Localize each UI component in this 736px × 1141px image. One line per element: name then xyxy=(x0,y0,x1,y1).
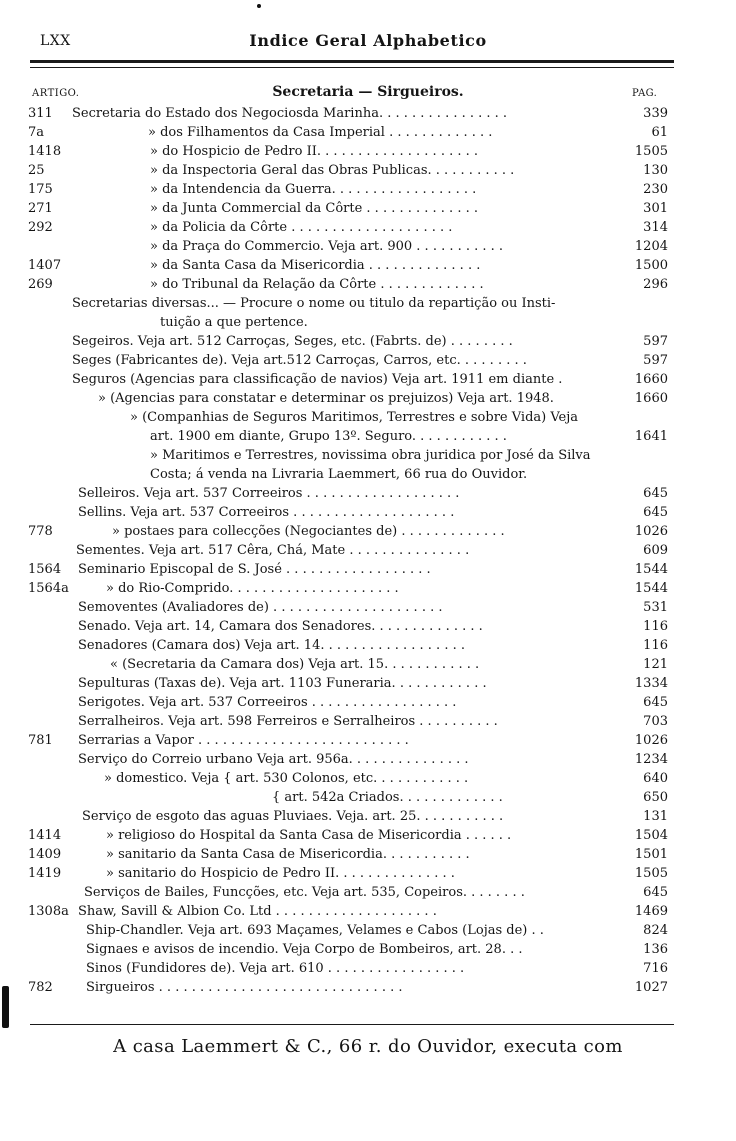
index-entries xyxy=(0,104,736,997)
entry-text: Seminario Episcopal de S. José . . . . . . . . . . . . . . . . . . xyxy=(78,562,431,577)
entry-text: Serigotes. Veja art. 537 Correeiros . . . . . . . . . . . . . . . . . . xyxy=(78,695,457,710)
entry-page: 645 xyxy=(643,695,668,710)
entry-page: 609 xyxy=(643,543,668,558)
entry-text: Sellins. Veja art. 537 Correeiros . . . . . . . . . . . . . . . . . . . . xyxy=(78,505,455,520)
entry-page: 645 xyxy=(643,885,668,900)
entry-text: » Maritimos e Terrestres, novissima obra juridica por José da Silva xyxy=(150,448,591,463)
entry-article: 782 xyxy=(28,980,53,995)
entry-page: 640 xyxy=(643,771,668,786)
entry-text: Senadores (Camara dos) Veja art. 14. . . . . . . . . . . . . . . . . . xyxy=(78,638,465,653)
index-entry xyxy=(0,294,736,313)
entry-text: Sirgueiros . . . . . . . . . . . . . . . . . . . . . . . . . . . . . . xyxy=(86,980,403,995)
entry-article: 1414 xyxy=(28,828,62,843)
entry-text: » do Rio-Comprido. . . . . . . . . . . . . . . . . . . . . xyxy=(106,581,399,596)
entry-page: 1641 xyxy=(634,429,668,444)
entry-article: 7a xyxy=(28,125,45,140)
entry-text: Seguros (Agencias para classificação de navios) Veja art. 1911 em diante . xyxy=(72,372,563,387)
entry-page: 1544 xyxy=(634,581,668,596)
entry-page: 824 xyxy=(643,923,668,938)
index-entry xyxy=(0,161,736,180)
entry-page: 339 xyxy=(643,106,668,121)
entry-text: » da Intendencia da Guerra. . . . . . . . . . . . . . . . . . xyxy=(150,182,477,197)
index-entry xyxy=(0,522,736,541)
entry-text: Secretaria do Estado dos Negociosda Marinha. . . . . . . . . . . . . . . . xyxy=(72,106,508,121)
entry-article: 269 xyxy=(28,277,53,292)
entry-article: 1564 xyxy=(28,562,62,577)
entry-page: 703 xyxy=(643,714,668,729)
entry-text: « (Secretaria da Camara dos) Veja art. 15. . . . . . . . . . . . xyxy=(110,657,480,672)
entry-text: » da Santa Casa da Misericordia . . . . . . . . . . . . . . xyxy=(150,258,481,273)
entry-page: 1504 xyxy=(634,828,668,843)
index-entry xyxy=(0,313,736,332)
entry-page: 136 xyxy=(643,942,668,957)
entry-text: Signaes e avisos de incendio. Veja Corpo de Bombeiros, art. 28. . . xyxy=(86,942,523,957)
entry-page: 61 xyxy=(651,125,668,140)
entry-page: 121 xyxy=(643,657,668,672)
entry-text: Sementes. Veja art. 517 Cêra, Chá, Mate . . . . . . . . . . . . . . . xyxy=(76,543,470,558)
entry-text: » sanitario do Hospicio de Pedro II. . . . . . . . . . . . . . . xyxy=(106,866,455,881)
entry-page: 230 xyxy=(643,182,668,197)
index-entry xyxy=(0,655,736,674)
entry-page: 1501 xyxy=(634,847,668,862)
entry-page: 116 xyxy=(643,619,668,634)
index-entry xyxy=(0,731,736,750)
index-entry xyxy=(0,921,736,940)
entry-text: Ship-Chandler. Veja art. 693 Maçames, Velames e Cabos (Lojas de) . . xyxy=(86,923,544,938)
entry-article: 25 xyxy=(28,163,45,178)
entry-page: 1204 xyxy=(634,239,668,254)
entry-article: 1419 xyxy=(28,866,62,881)
entry-page: 1660 xyxy=(634,372,668,387)
entry-text: » do Hospicio de Pedro II. . . . . . . . . . . . . . . . . . . . xyxy=(150,144,479,159)
entry-page: 1027 xyxy=(634,980,668,995)
index-entry xyxy=(0,750,736,769)
entry-text: » religioso do Hospital da Santa Casa de Misericordia . . . . . . xyxy=(106,828,512,843)
footer-advert: A casa Laemmert & C., 66 r. do Ouvidor, executa com xyxy=(113,1036,623,1057)
entry-text: Segeiros. Veja art. 512 Carroças, Seges, etc. (Fabrts. de) . . . . . . . . xyxy=(72,334,513,349)
entry-page: 1660 xyxy=(634,391,668,406)
entry-text: » da Junta Commercial da Côrte . . . . . . . . . . . . . . xyxy=(150,201,478,216)
entry-page: 296 xyxy=(643,277,668,292)
index-entry xyxy=(0,826,736,845)
index-entry xyxy=(0,484,736,503)
entry-text: » da Policia da Côrte . . . . . . . . . . . . . . . . . . . . xyxy=(150,220,453,235)
entry-text: » dos Filhamentos da Casa Imperial . . . . . . . . . . . . . xyxy=(148,125,493,140)
entry-page: 1500 xyxy=(634,258,668,273)
entry-page: 1469 xyxy=(634,904,668,919)
entry-article: 175 xyxy=(28,182,53,197)
entry-article: 781 xyxy=(28,733,53,748)
index-entry xyxy=(0,636,736,655)
index-entry xyxy=(0,446,736,465)
entry-text: Serviço do Correio urbano Veja art. 956a. . . . . . . . . . . . . . . xyxy=(78,752,469,767)
entry-article: 1409 xyxy=(28,847,62,862)
index-entry xyxy=(0,845,736,864)
index-entry xyxy=(0,275,736,294)
index-entry xyxy=(0,598,736,617)
entry-page: 1026 xyxy=(634,524,668,539)
index-entry xyxy=(0,959,736,978)
entry-article: 1407 xyxy=(28,258,62,273)
entry-text: Serviços de Bailes, Funcções, etc. Veja art. 535, Copeiros. . . . . . . . xyxy=(84,885,525,900)
index-entry xyxy=(0,864,736,883)
entry-page: 716 xyxy=(643,961,668,976)
entry-page: 130 xyxy=(643,163,668,178)
index-entry xyxy=(0,712,736,731)
index-entry xyxy=(0,256,736,275)
index-entry xyxy=(0,560,736,579)
entry-page: 1026 xyxy=(634,733,668,748)
entry-text: Serralheiros. Veja art. 598 Ferreiros e Serralheiros . . . . . . . . . . xyxy=(78,714,498,729)
entry-page: 314 xyxy=(643,220,668,235)
entry-text: Sepulturas (Taxas de). Veja art. 1103 Funeraria. . . . . . . . . . . . xyxy=(78,676,487,691)
entry-text: Sinos (Fundidores de). Veja art. 610 . . . . . . . . . . . . . . . . . xyxy=(86,961,465,976)
entry-text: Serrarias a Vapor . . . . . . . . . . . . . . . . . . . . . . . . . . xyxy=(78,733,409,748)
index-entry xyxy=(0,788,736,807)
header-rule-thick xyxy=(30,60,674,63)
entry-text: » do Tribunal da Relação da Côrte . . . . . . . . . . . . . xyxy=(150,277,484,292)
entry-page: 645 xyxy=(643,486,668,501)
index-entry xyxy=(0,978,736,997)
entry-text: » sanitario da Santa Casa de Misericordia. . . . . . . . . . . xyxy=(106,847,470,862)
index-entry xyxy=(0,541,736,560)
index-entry xyxy=(0,940,736,959)
index-entry xyxy=(0,332,736,351)
entry-article: 778 xyxy=(28,524,53,539)
index-entry xyxy=(0,807,736,826)
entry-page: 131 xyxy=(643,809,668,824)
index-entry xyxy=(0,674,736,693)
entry-text: Seges (Fabricantes de). Veja art.512 Carroças, Carros, etc. . . . . . . . . xyxy=(72,353,527,368)
entry-text: Shaw, Savill & Albion Co. Ltd . . . . . . . . . . . . . . . . . . . . xyxy=(78,904,437,919)
index-entry xyxy=(0,370,736,389)
entry-page: 116 xyxy=(643,638,668,653)
entry-article: 311 xyxy=(28,106,53,121)
column-header-pag: PAG. xyxy=(632,88,658,99)
column-header-artigo: ARTIGO. xyxy=(32,88,80,99)
index-entry xyxy=(0,883,736,902)
entry-text: Serviço de esgoto das aguas Pluviaes. Veja. art. 25. . . . . . . . . . . xyxy=(82,809,504,824)
entry-text: Costa; á venda na Livraria Laemmert, 66 rua do Ouvidor. xyxy=(150,467,528,482)
page-number: LXX xyxy=(40,33,71,49)
entry-article: 271 xyxy=(28,201,53,216)
index-entry xyxy=(0,218,736,237)
index-entry xyxy=(0,351,736,370)
index-entry xyxy=(0,769,736,788)
entry-page: 1334 xyxy=(634,676,668,691)
entry-page: 301 xyxy=(643,201,668,216)
index-entry xyxy=(0,180,736,199)
header-rule-thin xyxy=(30,67,674,68)
entry-page: 1234 xyxy=(634,752,668,767)
binding-edge xyxy=(2,986,9,1028)
index-entry xyxy=(0,579,736,598)
entry-text: » da Praça do Commercio. Veja art. 900 . . . . . . . . . . . xyxy=(150,239,504,254)
index-entry xyxy=(0,237,736,256)
index-entry xyxy=(0,142,736,161)
entry-page: 1505 xyxy=(634,144,668,159)
entry-text: » (Companhias de Seguros Maritimos, Terrestres e sobre Vida) Veja xyxy=(130,410,579,425)
entry-text: » da Inspectoria Geral das Obras Publicas. . . . . . . . . . . xyxy=(150,163,515,178)
entry-page: 597 xyxy=(643,353,668,368)
index-entry xyxy=(0,617,736,636)
index-entry xyxy=(0,503,736,522)
index-entry xyxy=(0,389,736,408)
index-entry xyxy=(0,123,736,142)
entry-text: » (Agencias para constatar e determinar os prejuizos) Veja art. 1948. xyxy=(98,391,554,406)
entry-page: 531 xyxy=(643,600,668,615)
entry-text: { art. 542a Criados. . . . . . . . . . . . . xyxy=(272,790,503,805)
entry-page: 597 xyxy=(643,334,668,349)
entry-text: » domestico. Veja { art. 530 Colonos, etc. . . . . . . . . . . . xyxy=(104,771,469,786)
index-entry xyxy=(0,465,736,484)
section-heading: Secretaria — Sirgueiros. xyxy=(272,84,464,100)
entry-text: Secretarias diversas... — Procure o nome ou titulo da repartição ou Insti- xyxy=(72,296,556,311)
index-entry xyxy=(0,902,736,921)
page-title: Indice Geral Alphabetico xyxy=(249,31,487,50)
index-entry xyxy=(0,199,736,218)
footer-rule xyxy=(30,1024,674,1025)
index-entry xyxy=(0,693,736,712)
entry-article: 1564a xyxy=(28,581,69,596)
entry-article: 1308a xyxy=(28,904,69,919)
entry-page: 1505 xyxy=(634,866,668,881)
index-entry xyxy=(0,408,736,427)
index-entry xyxy=(0,104,736,123)
ink-spot xyxy=(257,4,261,8)
entry-text: tuição a que pertence. xyxy=(160,315,308,330)
entry-article: 1418 xyxy=(28,144,62,159)
entry-text: Semoventes (Avaliadores de) . . . . . . . . . . . . . . . . . . . . . xyxy=(78,600,443,615)
entry-text: » postaes para collecções (Negociantes de) . . . . . . . . . . . . . xyxy=(112,524,505,539)
index-entry xyxy=(0,427,736,446)
entry-page: 1544 xyxy=(634,562,668,577)
entry-text: Senado. Veja art. 14, Camara dos Senadores. . . . . . . . . . . . . . xyxy=(78,619,483,634)
entry-page: 645 xyxy=(643,505,668,520)
entry-article: 292 xyxy=(28,220,53,235)
entry-text: Selleiros. Veja art. 537 Correeiros . . . . . . . . . . . . . . . . . . . xyxy=(78,486,460,501)
entry-page: 650 xyxy=(643,790,668,805)
entry-text: art. 1900 em diante, Grupo 13º. Seguro. . . . . . . . . . . . xyxy=(150,429,507,444)
